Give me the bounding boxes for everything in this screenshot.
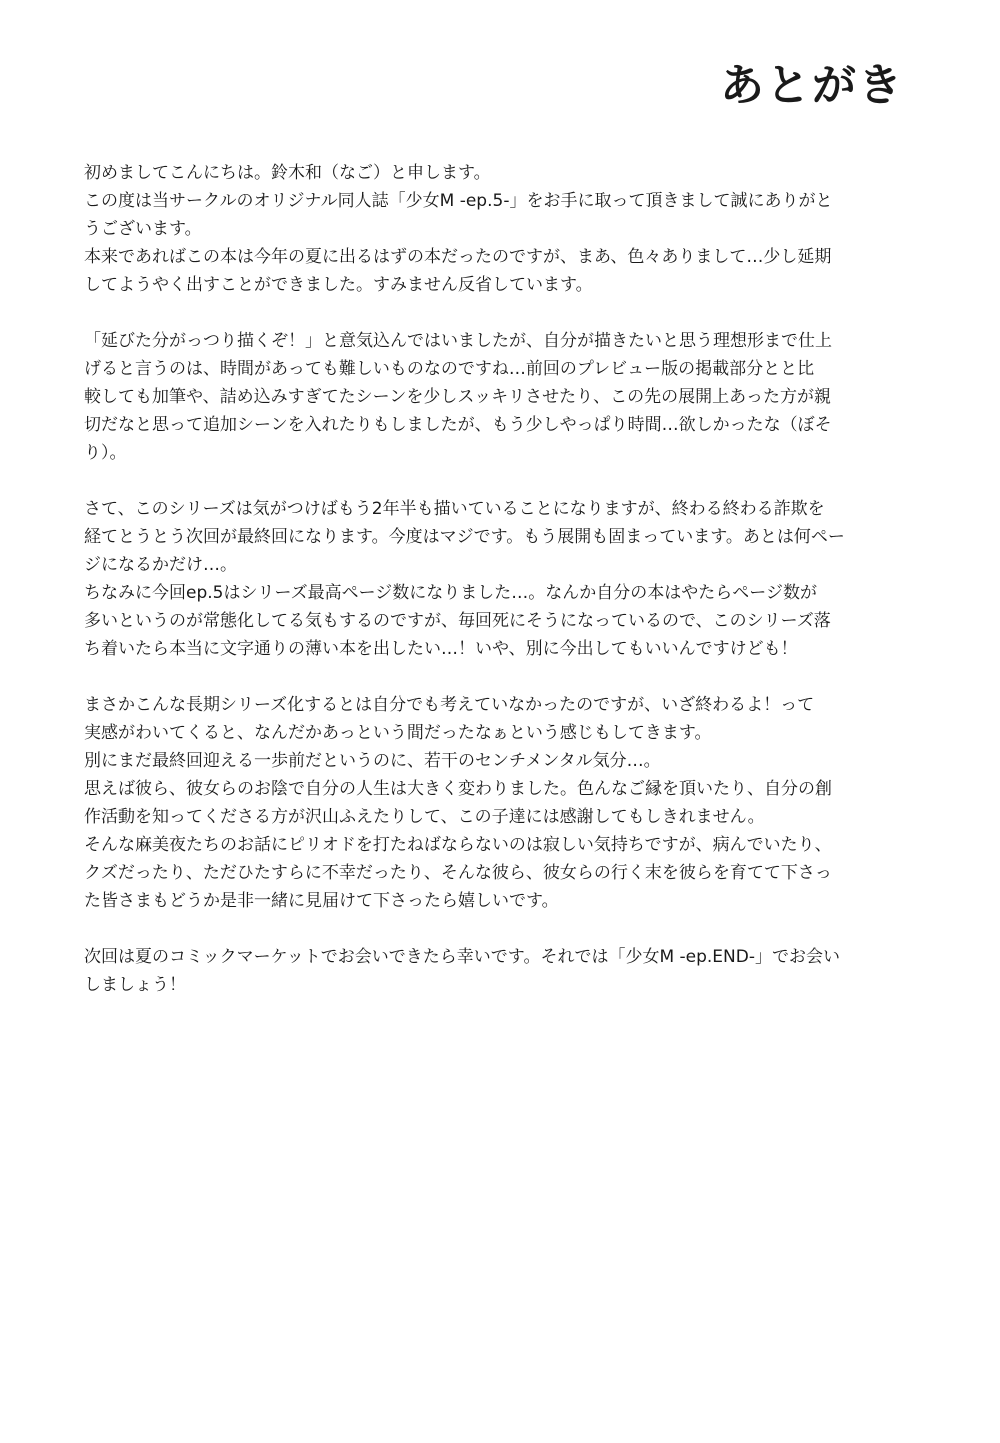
text-line: ちなみに今回ep.5はシリーズ最高ページ数になりました…。なんか自分の本はやたらページ数が [84,583,817,603]
text-line: 「延びた分がっつり描くぞ！」と意気込んではいましたが、自分が描きたいと思う理想形まで仕上 [84,331,832,351]
page-title: あとがき [720,60,904,111]
text-line: クズだったり、ただひたすらに不幸だったり、そんな彼ら、彼女らの行く末を彼らを育てて下さっ [84,863,832,883]
paragraph [84,943,924,999]
text-line: 較しても加筆や、詰め込みすぎてたシーンを少しスッキリさせたり、この先の展開上あった方が親 [84,387,831,407]
text-line: 実感がわいてくると、なんだかあっという間だったなぁという感じもしてきます。 [84,723,712,743]
text-line: 別にまだ最終回迎える一歩前だというのに、若干のセンチメンタル気分…。 [84,751,661,771]
text-line: り）。 [84,443,127,463]
text-line: 初めましてこんにちは。鈴木和（なご）と申します。 [84,163,491,183]
text-line: ち着いたら本当に文字通りの薄い本を出したい…！いや、別に今出してもいいんですけども！ [84,639,798,659]
paragraph [84,327,924,467]
text-line: うございます。 [84,219,202,239]
paragraph [84,495,924,663]
text-line: 経てとうとう次回が最終回になります。今度はマジです。もう展開も固まっています。あとは何ペー [84,527,845,547]
text-line: 次回は夏のコミックマーケットでお会いできたら幸いです。それでは「少女M -ep.END-」でお会い [84,947,840,967]
paragraph [84,159,924,299]
text-line: まさかこんな長期シリーズ化するとは自分でも考えていなかったのですが、いざ終わるよ！って [84,695,815,715]
text-line: 切だなと思って追加シーンを入れたりもしましたが、もう少しやっぱり時間…欲しかったな（ぼそ [84,415,832,435]
text-line: さて、このシリーズは気がつけばもう2年半も描いていることになりますが、終わる終わる詐欺を [84,499,825,519]
text-line: そんな麻美夜たちのお話にピリオドを打たねばならないのは寂しい気持ちですが、病んでいたり、 [84,835,832,855]
text-line: してようやく出すことができました。すみません反省しています。 [84,275,593,295]
text-line: 多いというのが常態化してる気もするのですが、毎回死にそうになっているので、このシリーズ落 [84,611,831,631]
paragraph [84,691,924,915]
text-line: た皆さまもどうか是非一緒に見届けて下さったら嬉しいです。 [84,891,559,911]
text-line: 本来であればこの本は今年の夏に出るはずの本だったのですが、まあ、色々ありまして…少し延期 [84,247,832,267]
text-line: げると言うのは、時間があっても難しいものなのですね…前回のプレビュー版の掲載部分とと比 [84,359,815,379]
text-line: 作活動を知ってくださる方が沢山ふえたりして、この子達には感謝してもしきれません。 [84,807,765,827]
afterword-body [84,159,924,999]
text-line: ジになるかだけ…。 [84,555,237,575]
text-line: しましょう！ [84,975,186,995]
text-line: 思えば彼ら、彼女らのお陰で自分の人生は大きく変わりました。色んなご縁を頂いたり、自分の創 [84,779,832,799]
text-line: この度は当サークルのオリジナル同人誌「少女M -ep.5-」をお手に取って頂きまして誠にありがと [84,191,833,211]
